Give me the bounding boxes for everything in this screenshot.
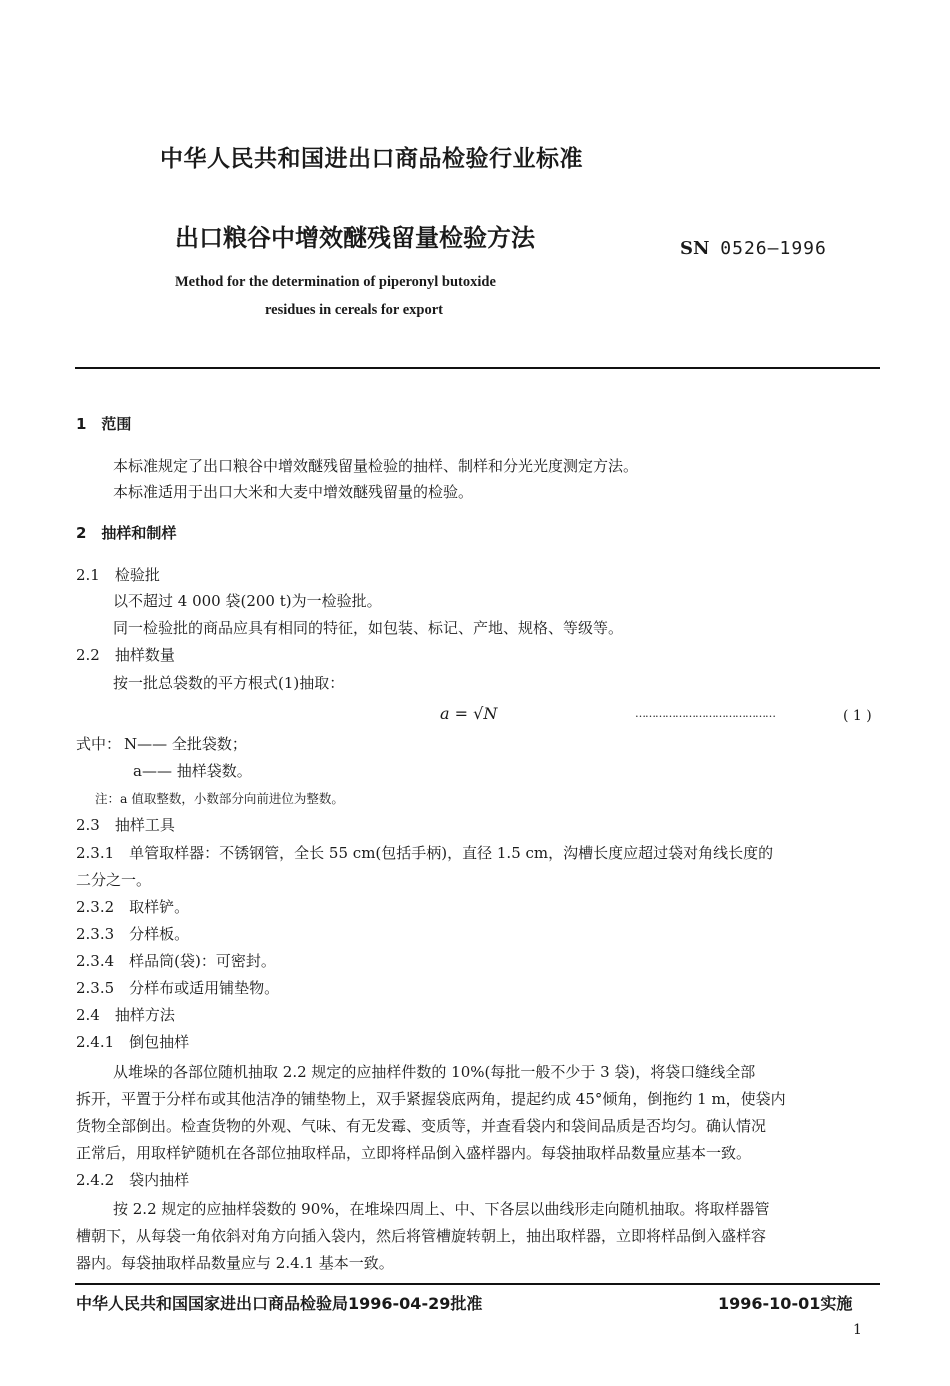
section-2-3-1-line-1: 2.3.1 单管取样器：不锈钢管，全长 55 cm(包括手柄)，直径 1.5 cm，沟槽长度应超过袋对角线长度的 <box>76 844 774 862</box>
section-2-2-paragraph: 按一批总袋数的平方根式(1)抽取： <box>113 674 345 692</box>
doc-title: 出口粮谷中增效醚残留量检验方法 <box>175 224 535 252</box>
section-2-1-heading: 2.1 检验批 <box>76 566 160 584</box>
effective-date: 1996-10-01实施 <box>718 1294 853 1313</box>
section-2-4-1-line-4: 正常后，用取样铲随机在各部位抽取样品，立即将样品倒入盛样器内。每袋抽取样品数量应基本一致。 <box>76 1144 752 1162</box>
section-1-paragraph-2: 本标准适用于出口大米和大麦中增效醚残留量的检验。 <box>113 483 474 501</box>
footer-rule <box>75 1283 880 1285</box>
section-2-3-4: 2.3.4 样品筒(袋)：可密封。 <box>76 952 276 970</box>
formula: a = √N <box>440 704 498 723</box>
note: 注：a 值取整数，小数部分向前进位为整数。 <box>95 791 344 806</box>
section-2-4-1-line-1: 从堆垛的各部位随机抽取 2.2 规定的应抽样件数的 10%(每批一般不少于 3 袋)，将袋口缝线全部 <box>113 1063 756 1081</box>
section-2-3-2: 2.3.2 取样铲。 <box>76 898 190 916</box>
section-2-4-1-line-3: 货物全部倒出。检查货物的外观、气味、有无发霉、变质等，并查看袋内和袋间品质是否均匀。确认情况 <box>76 1117 767 1135</box>
standard-number: 0526—1996 <box>720 238 827 259</box>
org-title: 中华人民共和国进出口商品检验行业标准 <box>160 146 583 172</box>
section-2-heading: 2 抽样和制样 <box>76 524 177 542</box>
header-rule <box>75 367 880 369</box>
section-2-1-paragraph-1: 以不超过 4 000 袋(200 t)为一检验批。 <box>113 592 382 610</box>
section-2-4-2-line-1: 按 2.2 规定的应抽样袋数的 90%，在堆垛四周上、中、下各层以曲线形走向随机抽取。将取样器管 <box>113 1200 770 1218</box>
english-title-line-2: residues in cereals for export <box>265 302 444 318</box>
standard-prefix: SN <box>680 238 710 259</box>
approval-line: 中华人民共和国国家进出口商品检验局1996-04-29批准 <box>76 1294 483 1313</box>
section-2-4-1-line-2: 拆开，平置于分样布或其他洁净的铺垫物上，双手紧握袋底两角，提起约成 45°倾角，倒拖约 1 m，使袋内 <box>76 1090 786 1108</box>
section-2-3-3: 2.3.3 分样板。 <box>76 925 190 943</box>
where-n: N—— 全批袋数； <box>124 735 247 753</box>
section-2-4-heading: 2.4 抽样方法 <box>76 1006 175 1024</box>
section-2-4-1-heading: 2.4.1 倒包抽样 <box>76 1033 190 1051</box>
section-2-3-5: 2.3.5 分样布或适用铺垫物。 <box>76 979 280 997</box>
formula-number: ( 1 ) <box>843 708 872 724</box>
where-label: 式中： <box>76 735 122 753</box>
section-2-1-paragraph-2: 同一检验批的商品应具有相同的特征，如包装、标记、产地、规格、等级等。 <box>113 619 624 637</box>
standard-code <box>680 238 827 259</box>
section-2-4-2-heading: 2.4.2 袋内抽样 <box>76 1171 190 1189</box>
english-title-line-1: Method for the determination of piperonyl butoxide <box>175 274 496 290</box>
where-a: a—— 抽样袋数。 <box>133 762 252 780</box>
formula-leader: …………………………………… <box>635 707 775 720</box>
section-2-3-heading: 2.3 抽样工具 <box>76 816 175 834</box>
section-2-3-1-line-2: 二分之一。 <box>76 871 152 889</box>
section-2-4-2-line-3: 器内。每袋抽取样品数量应与 2.4.1 基本一致。 <box>76 1254 394 1272</box>
section-1-heading: 1 范围 <box>76 415 132 433</box>
section-2-2-heading: 2.2 抽样数量 <box>76 646 175 664</box>
section-2-4-2-line-2: 槽朝下，从每袋一角依斜对角方向插入袋内，然后将管槽旋转朝上，抽出取样器，立即将样品倒入盛样容 <box>76 1227 767 1245</box>
page-number: 1 <box>853 1322 862 1338</box>
section-1-paragraph-1: 本标准规定了出口粮谷中增效醚残留量检验的抽样、制样和分光光度测定方法。 <box>113 457 639 475</box>
